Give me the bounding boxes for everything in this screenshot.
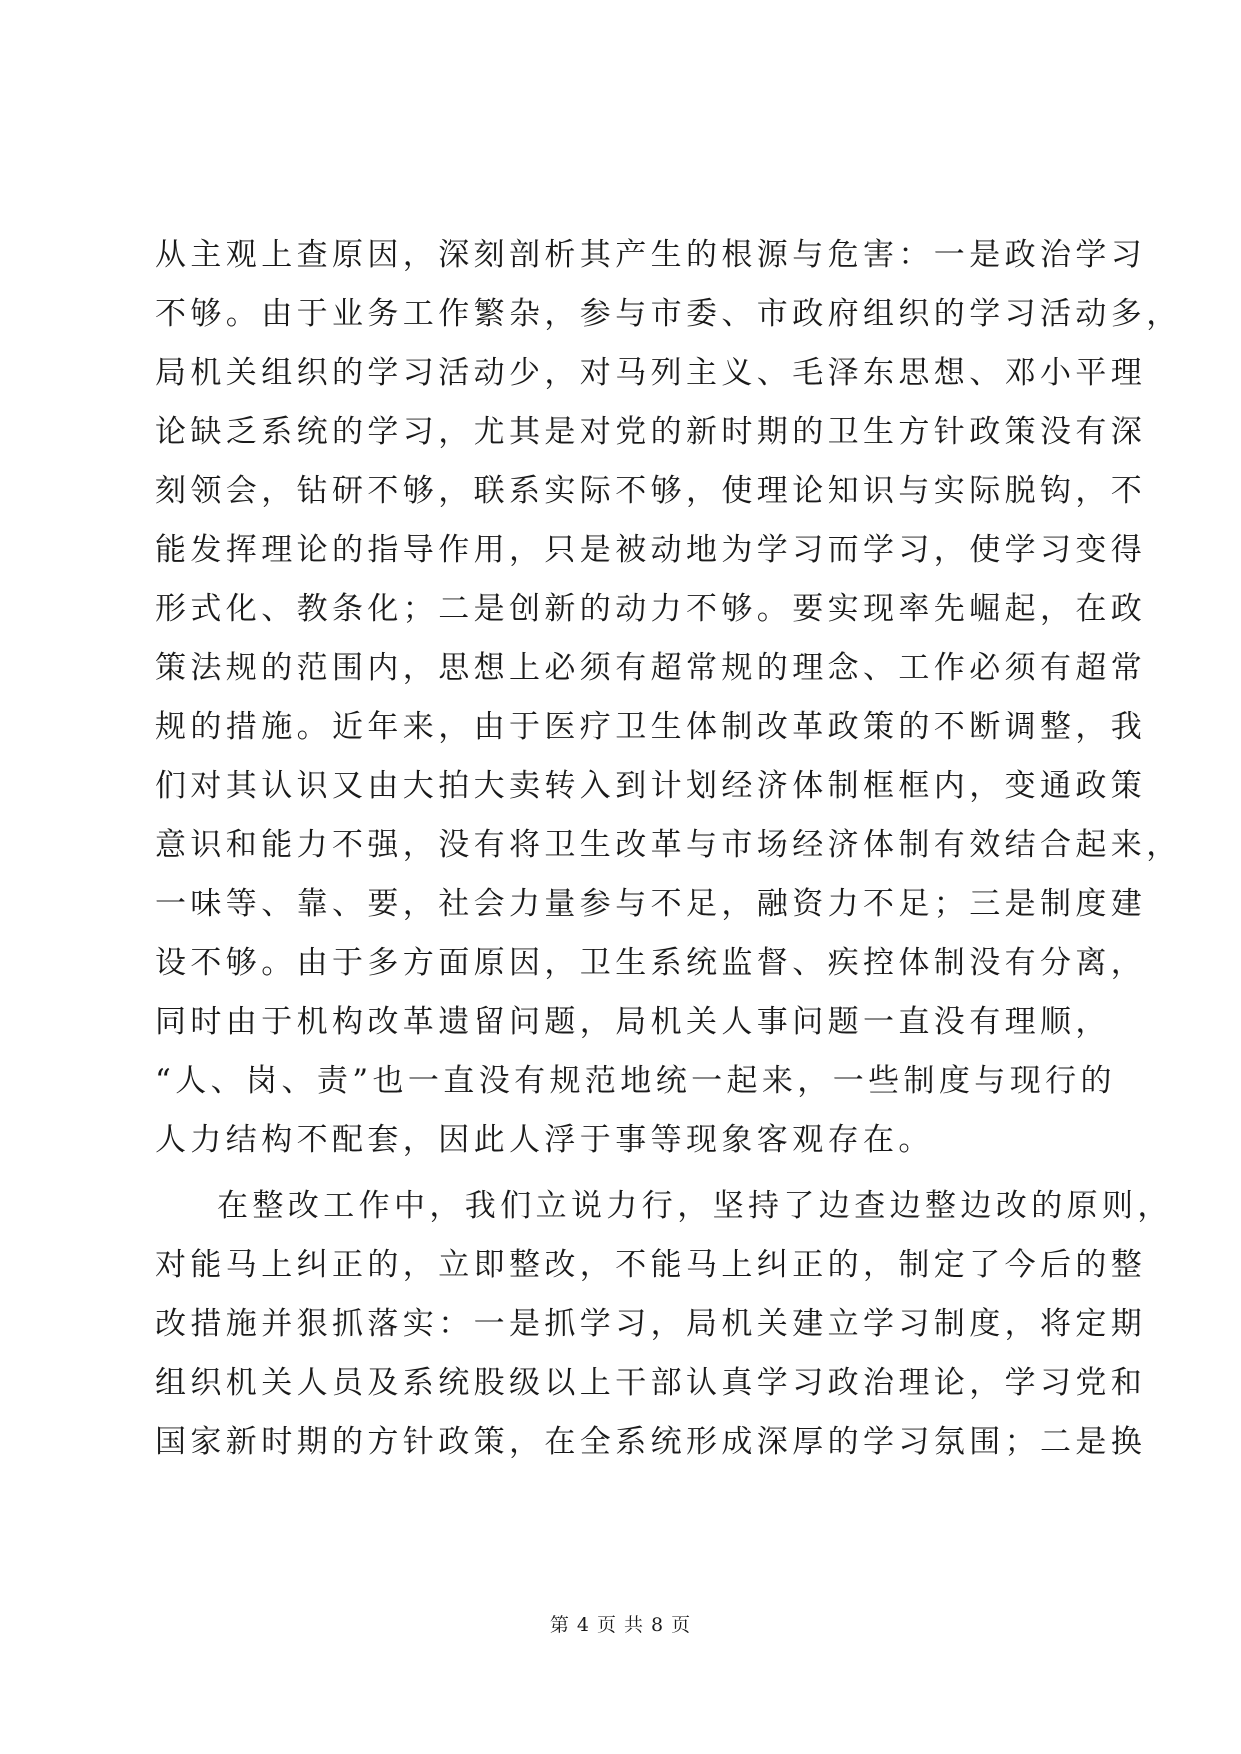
text-line: 设不够。由于多方面原因，卫生系统监督、疾控体制没有分离， — [155, 945, 1147, 981]
text-line: 国家新时期的方针政策，在全系统形成深厚的学习氛围；二是换 — [155, 1424, 1147, 1460]
paragraph — [155, 226, 1182, 1170]
text-line: 组织机关人员及系统股级以上干部认真学习政治理论，学习党和 — [155, 1365, 1147, 1401]
text-line: 从主观上查原因，深刻剖析其产生的根源与危害：一是政治学习 — [155, 237, 1147, 273]
text-line: 规的措施。近年来，由于医疗卫生体制改革政策的不断调整，我 — [155, 709, 1147, 745]
text-line: 形式化、教条化；二是创新的动力不够。要实现率先崛起，在政 — [155, 591, 1147, 627]
text-line: 在整改工作中，我们立说力行，坚持了边查边整边改的原则， — [217, 1188, 1173, 1224]
text-line: 论缺乏系统的学习，尤其是对党的新时期的卫生方针政策没有深 — [155, 414, 1147, 450]
text-line: “人、岗、责”也一直没有规范地统一起来，一些制度与现行的 — [155, 1063, 1116, 1099]
text-line: 改措施并狠抓落实：一是抓学习，局机关建立学习制度，将定期 — [155, 1306, 1147, 1342]
text-line: 能发挥理论的指导作用，只是被动地为学习而学习，使学习变得 — [155, 532, 1147, 568]
text-line: 策法规的范围内，思想上必须有超常规的理念、工作必须有超常 — [155, 650, 1147, 686]
text-line: 不够。由于业务工作繁杂，参与市委、市政府组织的学习活动多， — [155, 296, 1182, 332]
text-line: 对能马上纠正的，立即整改，不能马上纠正的，制定了今后的整 — [155, 1247, 1147, 1283]
text-line: 同时由于机构改革遗留问题，局机关人事问题一直没有理顺， — [155, 1004, 1111, 1040]
paragraph-gap — [155, 1170, 1087, 1177]
text-line: 们对其认识又由大拍大卖转入到计划经济体制框框内，变通政策 — [155, 768, 1147, 804]
document-body — [155, 226, 1182, 1472]
page-footer: 第 4 页 共 8 页 — [549, 1614, 692, 1636]
paragraph — [155, 1177, 1173, 1472]
text-line: 一味等、靠、要，社会力量参与不足，融资力不足；三是制度建 — [155, 886, 1147, 922]
text-line: 意识和能力不强，没有将卫生改革与市场经济体制有效结合起来， — [155, 827, 1182, 863]
text-line: 刻领会，钻研不够，联系实际不够，使理论知识与实际脱钩，不 — [155, 473, 1147, 509]
text-line: 局机关组织的学习活动少，对马列主义、毛泽东思想、邓小平理 — [155, 355, 1147, 391]
text-line: 人力结构不配套，因此人浮于事等现象客观存在。 — [155, 1122, 934, 1158]
